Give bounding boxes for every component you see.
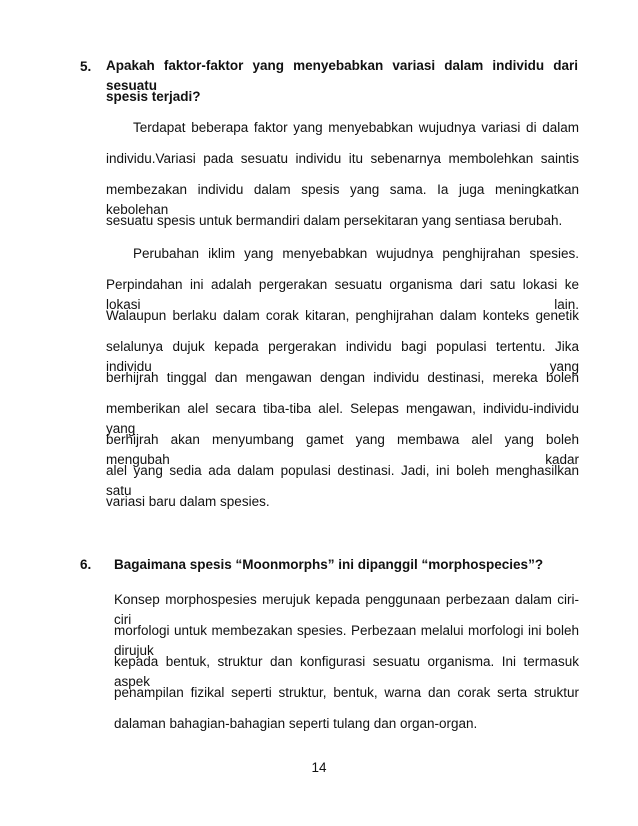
paragraph-line: alel yang sedia ada dalam populasi destinasi. Jadi, ini boleh menghasilkan satu (106, 463, 579, 498)
paragraph-line: berhijrah akan menyumbang gamet yang membawa alel yang boleh mengubah kadar (106, 432, 579, 467)
paragraph-line: individu.Variasi pada sesuatu individu itu sebenarnya membolehkan saintis (106, 151, 579, 166)
paragraph-line: Konsep morphospesies merujuk kepada penggunaan perbezaan dalam ciri- ciri (114, 592, 579, 627)
paragraph-line: dalaman bahagian-bahagian seperti tulang dan organ-organ. (114, 716, 478, 731)
paragraph-line: memberikan alel secara tiba-tiba alel. Selepas mengawan, individu-individu yang (106, 401, 579, 436)
paragraph-line: membezakan individu dalam spesis yang sama. Ia juga meningkatkan kebolehan (106, 182, 579, 217)
paragraph-line: sesuatu spesis untuk bermandiri dalam persekitaran yang sentiasa berubah. (106, 213, 563, 228)
paragraph-line: berhijrah tinggal dan mengawan dengan individu destinasi, mereka boleh (106, 370, 579, 385)
paragraph-line: variasi baru dalam spesies. (106, 494, 270, 509)
question-5-title-line-1: Apakah faktor-faktor yang menyebabkan variasi dalam individu dari sesuatu (106, 58, 578, 93)
paragraph-line: Terdapat beberapa faktor yang menyebabkan wujudnya variasi di dalam (133, 120, 579, 135)
paragraph-line: morfologi untuk membezakan spesies. Perbezaan melalui morfologi ini boleh dirujuk (114, 623, 579, 658)
question-6-title: Bagaimana spesis “Moonmorphs” ini dipanggil “morphospecies”? (114, 557, 544, 572)
paragraph-line: kepada bentuk, struktur dan konfigurasi sesuatu organisma. Ini termasuk aspek (114, 654, 579, 689)
paragraph-line: penampilan fizikal seperti struktur, bentuk, warna dan corak serta struktur (114, 685, 579, 700)
page-number: 14 (311, 760, 327, 775)
question-5-number: 5. (80, 59, 92, 74)
paragraph-line: Walaupun berlaku dalam corak kitaran, penghijrahan dalam konteks genetik (106, 308, 579, 323)
paragraph-line: Perpindahan ini adalah pergerakan sesuatu organisma dari satu lokasi ke lokasi lain. (106, 277, 579, 312)
paragraph-line: selalunya dujuk kepada pergerakan individu bagi populasi tertentu. Jika individu yang (106, 339, 579, 374)
question-5-title-line-2: spesis terjadi? (106, 89, 201, 104)
paragraph-line: Perubahan iklim yang menyebabkan wujudnya penghijrahan spesies. (133, 246, 579, 261)
question-6-number: 6. (80, 557, 92, 572)
